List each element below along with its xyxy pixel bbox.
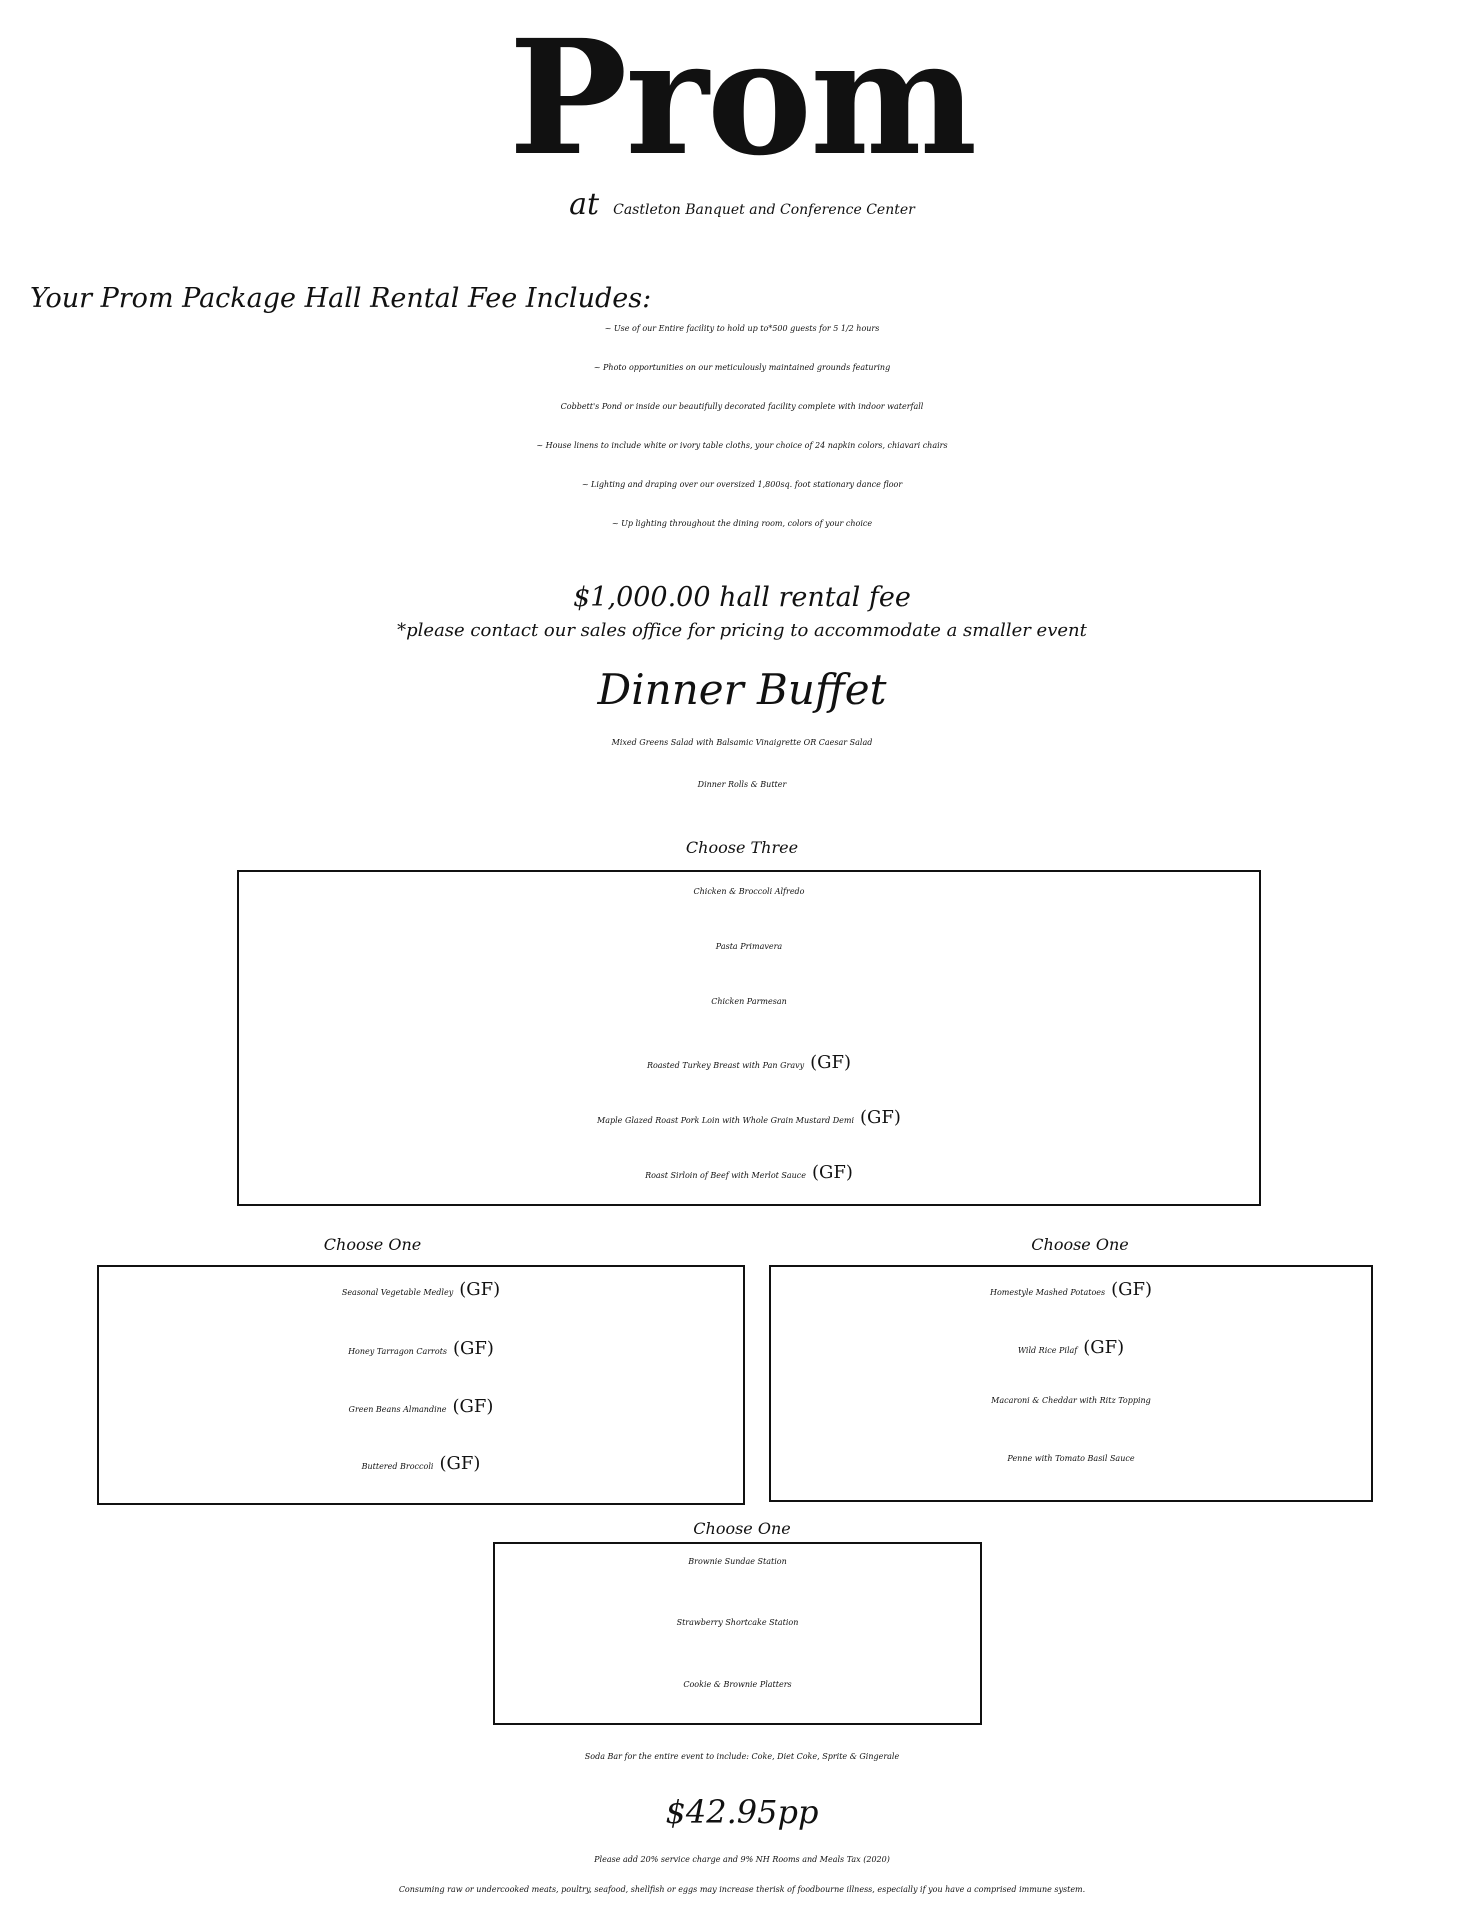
package-line: ~ Up lighting throughout the dining room, colors of your choice	[611, 519, 873, 528]
salad-line: Mixed Greens Salad with Balsamic Vinaigrette OR Caesar Salad	[611, 738, 873, 747]
food-safety-disclaimer: Consuming raw or undercooked meats, poultry, seafood, shellfish or eggs may increase therisk of foodbourne illness, especially if you have a comprised immune system.	[398, 1885, 1086, 1894]
dessert-item: Strawberry Shortcake Station	[676, 1618, 799, 1627]
package-line: Cobbett's Pond or inside our beautifully decorated facility complete with indoor waterfall	[560, 402, 924, 411]
vegetable-item: Honey Tarragon Carrots (GF)	[348, 1338, 494, 1359]
desserts-choose-label: Choose One	[693, 1519, 791, 1538]
subtitle-at: at	[569, 187, 600, 222]
vegetable-item: Green Beans Almandine (GF)	[348, 1396, 494, 1417]
package-line: ~ Photo opportunities on our meticulously maintained grounds featuring	[593, 363, 891, 372]
package-line: ~ House linens to include white or ivory table cloths, your choice of 24 napkin colors, chiavari chairs	[536, 441, 948, 450]
page-title: Prom	[508, 6, 976, 191]
desserts-box	[493, 1542, 982, 1725]
vegetable-item: Seasonal Vegetable Medley (GF)	[341, 1279, 501, 1300]
starches-choose-label: Choose One	[1031, 1235, 1129, 1254]
venue-subtitle	[0, 187, 1484, 222]
gluten-free-label: (GF)	[1111, 1279, 1153, 1300]
gluten-free-label: (GF)	[459, 1279, 501, 1300]
vegetable-item: Buttered Broccoli (GF)	[361, 1453, 481, 1474]
entree-item: Roasted Turkey Breast with Pan Gravy (GF)	[646, 1052, 852, 1073]
gluten-free-label: (GF)	[810, 1052, 852, 1073]
entree-item: Pasta Primavera	[715, 942, 783, 951]
entrees-choose-label: Choose Three	[685, 838, 799, 857]
gluten-free-label: (GF)	[439, 1453, 481, 1474]
gluten-free-label: (GF)	[1083, 1337, 1125, 1358]
starch-item: Homestyle Mashed Potatoes (GF)	[989, 1279, 1153, 1300]
starch-item: Wild Rice Pilaf (GF)	[1017, 1337, 1125, 1358]
gluten-free-label: (GF)	[860, 1107, 901, 1128]
soda-bar-line: Soda Bar for the entire event to include: Coke, Diet Coke, Sprite & Gingerale	[584, 1752, 900, 1761]
price-per-person: $42.95pp	[665, 1793, 819, 1831]
package-intro: Your Prom Package Hall Rental Fee Includes:	[30, 283, 652, 314]
starch-item: Macaroni & Cheddar with Ritz Topping	[991, 1396, 1151, 1405]
package-line: ~ Use of our Entire facility to hold up to*500 guests for 5 1/2 hours	[604, 324, 880, 333]
entree-item: Chicken Parmesan	[711, 997, 787, 1006]
starch-item: Penne with Tomato Basil Sauce	[1007, 1454, 1135, 1463]
fee-note: *please contact our sales office for pricing to accommodate a smaller event	[397, 620, 1087, 641]
entree-item: Chicken & Broccoli Alfredo	[693, 887, 805, 896]
entrees-box	[237, 870, 1261, 1206]
vegetables-choose-label: Choose One	[323, 1235, 422, 1254]
gluten-free-label: (GF)	[453, 1338, 494, 1359]
gluten-free-label: (GF)	[452, 1396, 494, 1417]
buffet-title: Dinner Buffet	[597, 665, 887, 714]
venue-name: Castleton Banquet and Conference Center	[613, 202, 915, 218]
hall-rental-fee: $1,000.00 hall rental fee	[573, 582, 911, 613]
gluten-free-label: (GF)	[812, 1162, 853, 1183]
vegetables-box	[97, 1265, 745, 1505]
starches-box	[769, 1265, 1373, 1502]
rolls-line: Dinner Rolls & Butter	[697, 780, 787, 789]
entree-item: Maple Glazed Roast Pork Loin with Whole Grain Mustard Demi (GF)	[597, 1107, 901, 1128]
dessert-item: Cookie & Brownie Platters	[683, 1680, 792, 1689]
dessert-item: Brownie Sundae Station	[688, 1557, 787, 1566]
package-line: ~ Lighting and draping over our oversized 1,800sq. foot stationary dance floor	[581, 480, 903, 489]
service-charge-note: Please add 20% service charge and 9% NH Rooms and Meals Tax (2020)	[594, 1855, 890, 1864]
entree-item: Roast Sirloin of Beef with Merlot Sauce (GF)	[645, 1162, 853, 1183]
